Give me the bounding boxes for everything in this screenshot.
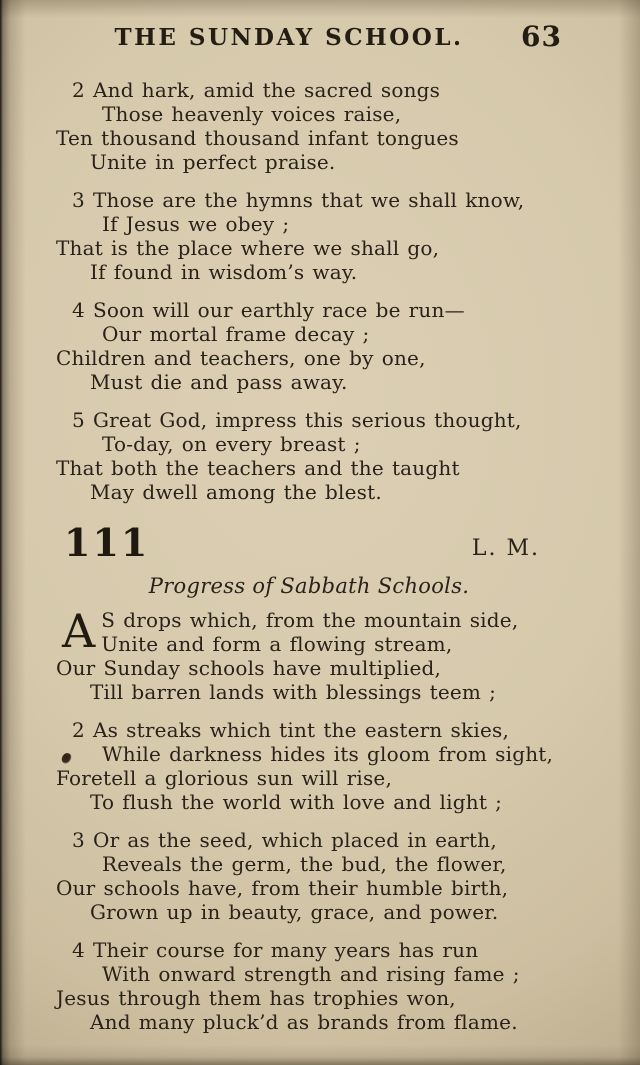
verse-line: Till barren lands with blessings teem ;: [90, 680, 497, 704]
hymn-111: [56, 604, 602, 1034]
verse-line: Jesus through them has trophies won,: [56, 986, 456, 1010]
verse-line: Unite and form a flowing stream,: [101, 632, 453, 656]
verse-line: While darkness hides its gloom from sight,: [102, 742, 554, 766]
verse-3: [56, 828, 602, 924]
verse-4: [56, 938, 602, 1034]
verse-line: 3 Those are the hymns that we shall know,: [72, 188, 525, 212]
verse-line: If found in wisdom’s way.: [90, 260, 358, 284]
verse-4: [56, 298, 602, 394]
continued-hymn: [56, 78, 602, 504]
hymn-number: 111: [64, 520, 150, 565]
verse-line: That both the teachers and the taught: [56, 456, 460, 480]
verse-line: Those heavenly voices raise,: [102, 102, 402, 126]
verse-line: Foretell a glorious sun will rise,: [56, 766, 393, 790]
verse-line: S drops which, from the mountain side,: [101, 608, 519, 632]
verse-line: Our schools have, from their humble birth,: [56, 876, 509, 900]
running-title: THE SUNDAY SCHOOL.: [114, 24, 464, 51]
verse-line: May dwell among the blest.: [90, 480, 382, 504]
verse-line: Ten thousand thousand infant tongues: [56, 126, 459, 150]
hymn-meter: L. M.: [471, 536, 540, 561]
verse-line: Unite in perfect praise.: [90, 150, 336, 174]
verse-1: [56, 604, 602, 704]
verse-line: Grown up in beauty, grace, and power.: [90, 900, 499, 924]
verse-line: 2 As streaks which tint the eastern skies,: [72, 718, 509, 742]
verse-line: Our mortal frame decay ;: [102, 322, 370, 346]
page-number: 63: [521, 20, 562, 53]
verse-line: To-day, on every breast ;: [102, 432, 361, 456]
drop-cap: A: [62, 604, 96, 658]
verse-line: That is the place where we shall go,: [56, 236, 440, 260]
verse-3: [56, 188, 602, 284]
hymn-title: Progress of Sabbath Schools.: [148, 574, 470, 598]
verse-line: Reveals the germ, the bud, the flower,: [102, 852, 507, 876]
verse-line: 4 Soon will our earthly race be run—: [72, 298, 465, 322]
verse-line: Our Sunday schools have multiplied,: [56, 656, 442, 680]
verse-5: [56, 408, 602, 504]
verse-line: 5 Great God, impress this serious thought,: [72, 408, 522, 432]
verse-2: [56, 78, 602, 174]
verse-line: Children and teachers, one by one,: [56, 346, 426, 370]
verse-line: 3 Or as the seed, which placed in earth,: [72, 828, 497, 852]
verse-line: 4 Their course for many years has run: [72, 938, 479, 962]
page-header: [56, 20, 602, 58]
verse-line: Must die and pass away.: [90, 370, 348, 394]
verse-line: If Jesus we obey ;: [102, 212, 290, 236]
verse-2: [56, 718, 602, 814]
verse-line: And many pluck’d as brands from flame.: [90, 1010, 518, 1034]
verse-line: With onward strength and rising fame ;: [102, 962, 520, 986]
verse-line: To flush the world with love and light ;: [90, 790, 503, 814]
verse-line: 2 And hark, amid the sacred songs: [72, 78, 441, 102]
hymn-heading: [56, 520, 602, 572]
